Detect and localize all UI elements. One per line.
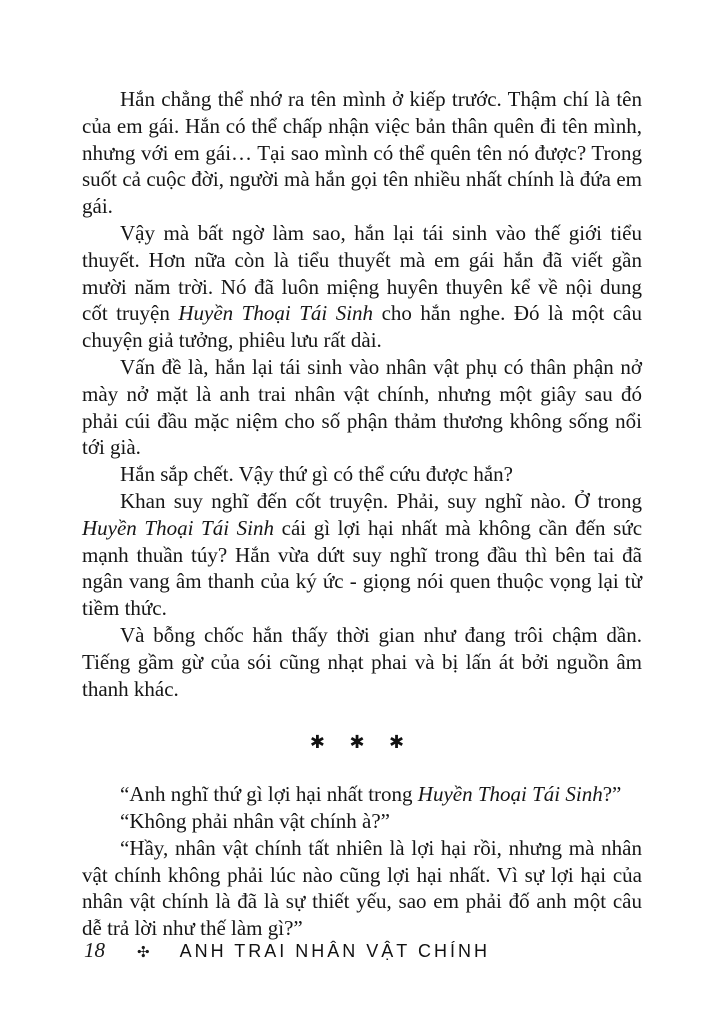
- running-title: ANH TRAI NHÂN VẬT CHÍNH: [179, 939, 490, 961]
- page-footer: [84, 938, 490, 963]
- paragraph: “Hầy, nhân vật chính tất nhiên là lợi hại rồi, nhưng mà nhân vật chính không phải lúc nào cũng lợi hại nhất. Vì sự lợi hại của nhân vật chính là đã là sự thiết yếu, sao em phải đố anh một câu dễ trả lời như thế làm gì?”: [82, 835, 642, 941]
- paragraph: “Anh nghĩ thứ gì lợi hại nhất trong Huyền Thoại Tái Sinh?”: [120, 782, 622, 807]
- paragraph: Khan suy nghĩ đến cốt truyện. Phải, suy nghĩ nào. Ở trong Huyền Thoại Tái Sinh cái gì lợi hại nhất mà không cần đến sức mạnh thuần túy? Hắn vừa dứt suy nghĩ trong đầu thì bên tai đã ngân vang âm thanh của ký ức - giọng nói quen thuộc vọng lại từ tiềm thức.: [82, 488, 643, 621]
- footer-ornament-icon: ✣: [137, 945, 150, 961]
- section-separator: ✱ ✱ ✱: [309, 732, 415, 753]
- page-number: 18: [84, 938, 105, 962]
- paragraph: Hắn chẳng thể nhớ ra tên mình ở kiếp trước. Thậm chí là tên của em gái. Hắn có thể chấp nhận việc bản thân quên đi tên mình, nhưng với em gái… Tại sao mình có thể quên tên nó được? Trong suốt cả cuộc đời, người mà hắn gọi tên nhiều nhất chính là đứa em gái.: [82, 87, 642, 219]
- paragraph: Và bỗng chốc hắn thấy thời gian như đang trôi chậm dần. Tiếng gầm gừ của sói cũng nhạt phai và bị lấn át bởi nguồn âm thanh khác.: [82, 622, 642, 701]
- paragraph: Hắn sắp chết. Vậy thứ gì có thể cứu được hắn?: [120, 462, 513, 487]
- paragraph: “Không phải nhân vật chính à?”: [120, 808, 390, 833]
- paragraph: Vấn đề là, hắn lại tái sinh vào nhân vật phụ có thân phận nở mày nở mặt là anh trai nhân vật chính, nhưng một giây sau đó phải cúi đầu mặc niệm cho số phận thảm thương không sống nổi tới già.: [82, 354, 642, 460]
- paragraph: Vậy mà bất ngờ làm sao, hắn lại tái sinh vào thế giới tiểu thuyết. Hơn nữa còn là tiểu thuyết mà em gái hắn đã viết gần mười năm trời. Nó đã luôn miệng huyên thuyên kể về nội dung cốt truyện Huyền Thoại Tái Sinh cho hắn nghe. Đó là một câu chuyện giả tưởng, phiêu lưu rất dài.: [82, 220, 643, 353]
- text-block: [82, 86, 642, 942]
